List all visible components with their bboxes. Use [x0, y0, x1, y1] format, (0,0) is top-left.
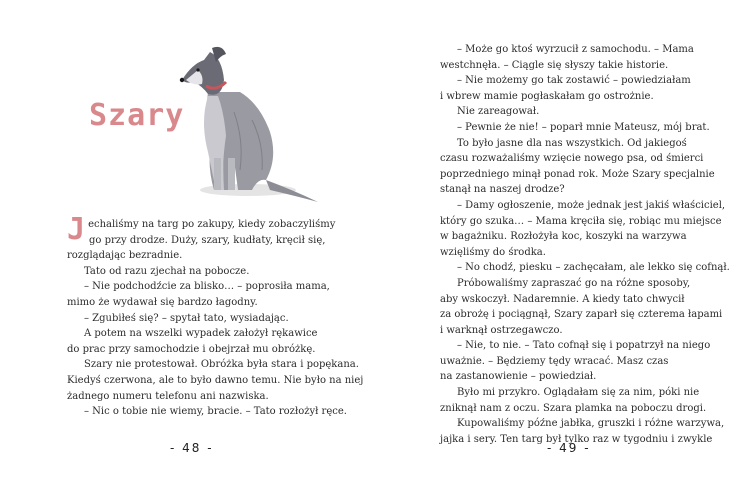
text-line: – Damy ogłoszenie, może jednak jest jakiś właściciel,: [457, 199, 726, 211]
text-line: Kupowaliśmy późne jabłka, gruszki i różne warzywa,: [457, 418, 725, 430]
text-line: echaliśmy na targ po zakupy, kiedy zobaczyliśmy: [88, 219, 336, 230]
text-line: żadnego numeru telefonu ani nazwiska.: [67, 390, 269, 402]
text-line: mimo że wydawał się bardzo łagodny.: [67, 296, 258, 308]
left-page-text: [67, 212, 364, 420]
text-line: Kiedyś czerwona, ale to było dawno temu. Nie było na niej: [67, 374, 364, 386]
text-line: stanął na naszej drodze?: [440, 184, 565, 196]
text-line: i warknął ostrzegawczo.: [440, 324, 563, 336]
text-line: Próbowaliśmy zapraszać go na różne sposoby,: [457, 277, 691, 289]
text-line: – Pewnie że nie! – poparł mnie Mateusz, mój brat.: [457, 121, 710, 133]
text-line: za obrożę i pociągnął, Szary zaparł się czterema łapami: [440, 309, 723, 321]
text-line: – Może go ktoś wyrzucił z samochodu. – Mama: [457, 44, 694, 55]
text-line: – Zgubiłeś się? – spytał tato, wysiadając.: [84, 312, 289, 324]
text-line: do prac przy samochodzie i obejrzał mu obróżkę.: [67, 343, 316, 355]
text-line: poprzedniego minął ponad rok. Może Szary specjalnie: [440, 168, 715, 180]
chapter-title: Szary: [89, 98, 185, 133]
text-line: i wbrew mamie pogłaskałam go ostrożnie.: [440, 90, 654, 102]
text-line: Nie zareagował.: [457, 106, 540, 118]
text-line: Było mi przykro. Oglądałam się za nim, póki nie: [457, 387, 700, 399]
text-line: wzięliśmy do środka.: [440, 246, 546, 258]
page-number: - 49 -: [547, 441, 591, 455]
dog-illustration: [178, 40, 320, 210]
text-line: westchnęła. – Ciągle się słyszy takie historie.: [440, 59, 669, 71]
text-line: w bagażniku. Rozłożyła koc, koszyki na warzywa: [440, 231, 687, 243]
text-line: jajka i sery. Ten targ był tylko raz w tygodniu i zwykle: [440, 433, 713, 445]
text-line: Szary nie protestował. Obróżka była stara i popękana.: [84, 359, 359, 371]
text-line: na zastanowienie – powiedział.: [440, 371, 597, 383]
text-line: czasu rozważaliśmy wzięcie nowego psa, od śmierci: [440, 153, 704, 165]
drop-cap: J: [67, 212, 86, 247]
text-line: go przy drodze. Duży, szary, kudłaty, kręcił się,: [89, 234, 326, 246]
text-line: – Nie, to nie. – Tato cofnął się i popatrzył na niego: [457, 340, 711, 352]
text-line: aby wskoczył. Nadaremnie. A kiedy tato chwycił: [440, 293, 685, 305]
text-line: To było jasne dla nas wszystkich. Od jakiegoś: [457, 137, 687, 149]
text-line: – Nie możemy go tak zostawić – powiedziałam: [457, 75, 691, 87]
text-line: zniknął nam z oczu. Szara plamka na poboczu drogi.: [440, 402, 707, 414]
page-number: - 48 -: [170, 441, 214, 455]
text-line: A potem na wszelki wypadek założył rękawice: [84, 328, 318, 340]
text-line: uważnie. – Będziemy tędy wracać. Masz czas: [440, 355, 669, 367]
text-line: Tato od razu zjechał na pobocze.: [84, 265, 250, 277]
text-line: – Nie podchodźcie za blisko… – poprosiła mama,: [84, 281, 330, 293]
text-line: rozglądając bezradnie.: [67, 250, 183, 262]
text-line: – No chodź, piesku – zachęcałam, ale lekko się cofnął.: [457, 262, 730, 274]
text-line: który go szuka… – Mama kręciła się, robiąc mu miejsce: [440, 215, 722, 227]
right-page-text: [440, 42, 730, 447]
text-line: – Nic o tobie nie wiemy, bracie. – Tato rozłożył ręce.: [84, 406, 347, 418]
